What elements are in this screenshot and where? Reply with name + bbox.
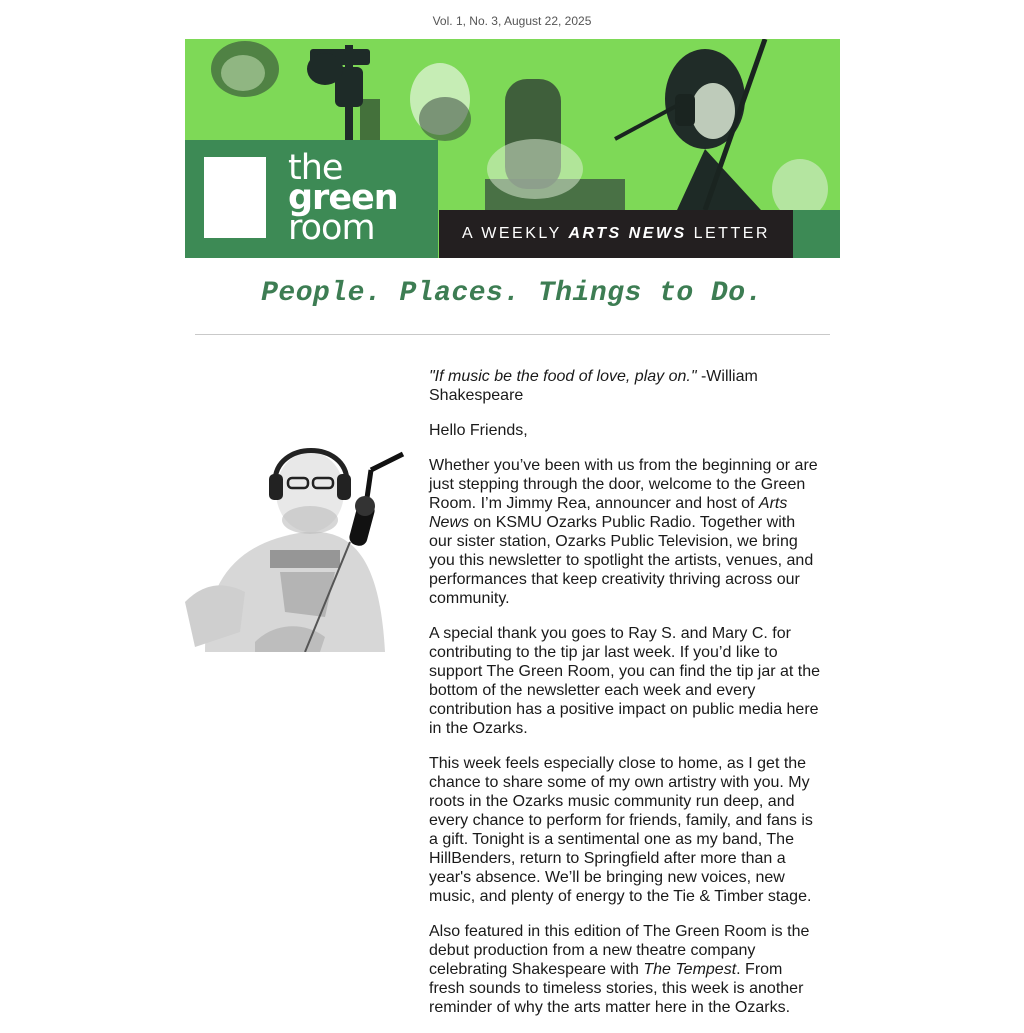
banner-accent-block (793, 210, 840, 258)
p1-text-a: Whether you’ve been with us from the beginning or are just stepping through the door, welcome to the Green Room. I’m Jimmy Rea, announcer and host of (429, 457, 818, 512)
issue-date: Vol. 1, No. 3, August 22, 2025 (432, 14, 592, 28)
quote-attribution: -William Shakespeare (429, 368, 758, 404)
p4-play-title: The Tempest (643, 961, 737, 978)
p4-text-a: Also featured in this edition of The Green Room is the debut production from a new theatre company celebrating Shakespeare with (429, 923, 810, 978)
letter-body (429, 367, 821, 1033)
host-photo-image (185, 432, 405, 652)
section-divider (195, 334, 830, 335)
p1-show-title: Arts News (429, 495, 788, 531)
paragraph-welcome (429, 456, 821, 608)
paragraph-concert: This week feels especially close to home, as I get the chance to share some of my own artistry with you. My roots in the Ozarks music community run deep, and every chance to perform for friends, family, and fans is a gift. Tonight is a sentimental one as my band, The HillBenders, return to Springfield after more than a year's absence. We’ll be bringing new voices, new music, and plenty of energy to the Tie & Timber stage. (429, 755, 813, 905)
paragraph-featured (429, 922, 821, 1017)
tagline-pre: A WEEKLY (462, 225, 569, 242)
logo-word-green: green (288, 178, 398, 218)
greeting: Hello Friends, (429, 422, 528, 439)
paragraph-thanks: A special thank you goes to Ray S. and Mary C. for contributing to the tip jar last week. If you’d like to support The Green Room, you can find the tip jar at the bottom of the newsletter each week and every contribution has a positive impact on public media here in the Ozarks. (429, 625, 821, 737)
logo-wordmark (288, 148, 398, 248)
p1-text-b: on KSMU Ozarks Public Radio. Together with our sister station, Ozarks Public Television, we bring you this newsletter to spotlight the artists, venues, and performances that keep creativity thriving across our community. (429, 514, 814, 607)
logo-block (185, 140, 438, 258)
logo-word-room: room (288, 208, 375, 248)
newsletter-banner (185, 39, 840, 258)
logo-mark (204, 157, 266, 238)
tagline-post: LETTER (686, 225, 770, 242)
host-photo (185, 432, 405, 652)
banner-tagline (439, 210, 793, 258)
p4-text-b: . From fresh sounds to timeless stories, this week is another reminder of why the arts matter here in the Ozarks. (429, 961, 804, 1016)
quote-text: "If music be the food of love, play on." (429, 368, 697, 385)
tagline-emphasis: ARTS NEWS (568, 225, 687, 242)
logo-word-the: the (288, 148, 343, 188)
opening-quote (429, 367, 821, 405)
newsletter-headline: People. Places. Things to Do. (261, 278, 763, 309)
